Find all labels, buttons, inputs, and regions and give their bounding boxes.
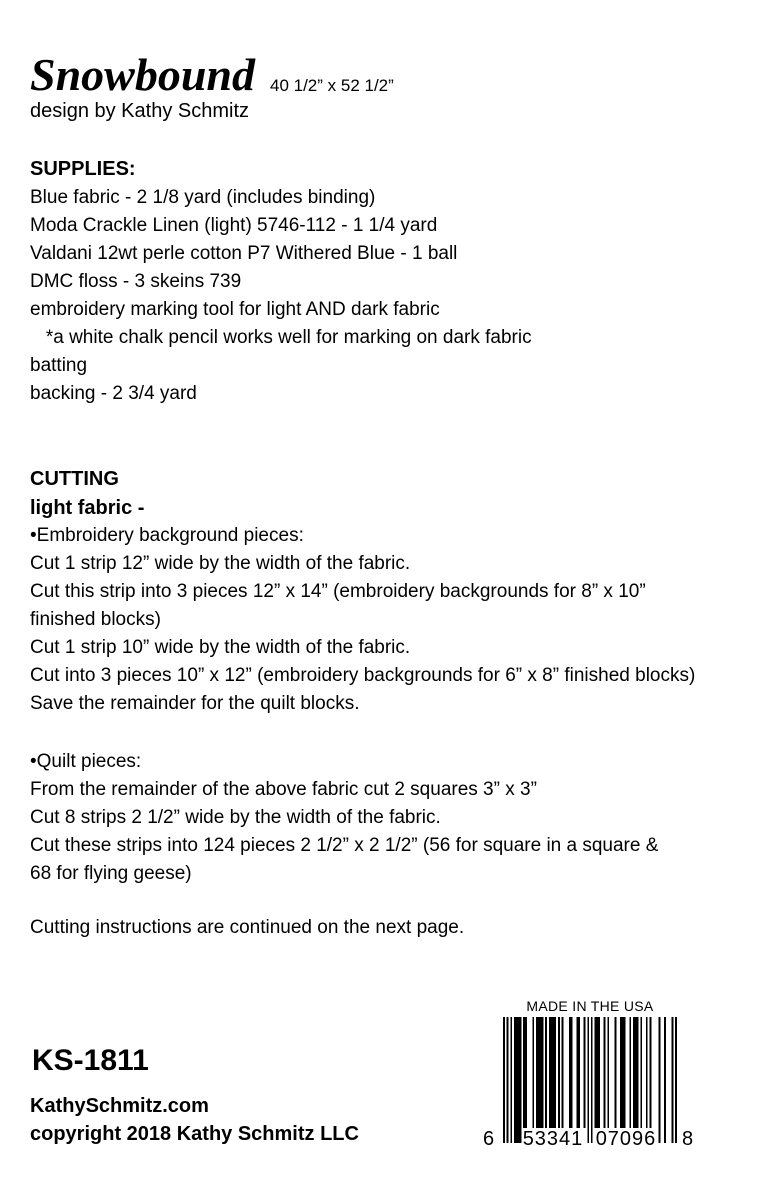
cutting-line: Cut into 3 pieces 10” x 12” (embroidery backgrounds for 6” x 8” finished blocks) [30, 665, 696, 686]
supply-line: Valdani 12wt perle cotton P7 Withered Blue - 1 ball [30, 243, 458, 264]
upc-check-digit: 8 [682, 1128, 694, 1150]
upc-left-digits: 53341 [522, 1128, 584, 1150]
cutting-line: Cut 1 strip 10” wide by the width of the fabric. [30, 637, 411, 658]
quilt-line: Cut these strips into 124 pieces 2 1/2” x 2 1/2” (56 for square in a square & [30, 835, 659, 856]
cutting-subheading: light fabric - [30, 497, 145, 519]
supply-line: Moda Crackle Linen (light) 5746-112 - 1 1/4 yard [30, 215, 438, 236]
supplies-section [30, 154, 752, 408]
pattern-sku: KS-1811 [32, 1044, 149, 1077]
cutting-line: Cut 1 strip 12” wide by the width of the fabric. [30, 553, 411, 574]
quilt-dimensions: 40 1/2” x 52 1/2” [270, 76, 394, 95]
upc-number-system-digit: 6 [483, 1128, 495, 1150]
continuation-note-text: Cutting instructions are continued on the next page. [30, 917, 465, 938]
supply-line: embroidery marking tool for light AND dark fabric [30, 299, 440, 320]
cutting-line: •Embroidery background pieces: [30, 525, 304, 546]
cutting-line: finished blocks) [30, 609, 161, 630]
supply-line: Blue fabric - 2 1/8 yard (includes binding) [30, 187, 376, 208]
copyright-text: copyright 2018 Kathy Schmitz LLC [30, 1123, 359, 1145]
cutting-section [30, 464, 752, 718]
supply-line: DMC floss - 3 skeins 739 [30, 271, 242, 292]
quilt-line: From the remainder of the above fabric cut 2 squares 3” x 3” [30, 779, 537, 800]
cutting-heading: CUTTING [30, 468, 119, 490]
upc-right-digits: 07096 [595, 1128, 657, 1150]
quilt-line: Cut 8 strips 2 1/2” wide by the width of the fabric. [30, 807, 441, 828]
website-text: KathySchmitz.com [30, 1095, 209, 1117]
quilt-line: 68 for flying geese) [30, 863, 192, 884]
supply-line: backing - 2 3/4 yard [30, 383, 197, 404]
upc-barcode [503, 1017, 677, 1143]
quilt-line: •Quilt pieces: [30, 751, 142, 772]
quilt-pieces-section [30, 748, 752, 888]
made-in-usa-label: MADE IN THE USA [526, 998, 654, 1014]
cutting-line: Save the remainder for the quilt blocks. [30, 693, 360, 714]
designer-byline: design by Kathy Schmitz [30, 100, 249, 122]
supply-line-note: *a white chalk pencil works well for marking on dark fabric [30, 327, 532, 348]
page-title: Snowbound [30, 49, 256, 100]
supply-line: batting [30, 355, 88, 376]
supplies-heading: SUPPLIES: [30, 158, 136, 180]
cutting-line: Cut this strip into 3 pieces 12” x 14” (embroidery backgrounds for 8” x 10” [30, 581, 646, 602]
continuation-note [30, 914, 752, 942]
